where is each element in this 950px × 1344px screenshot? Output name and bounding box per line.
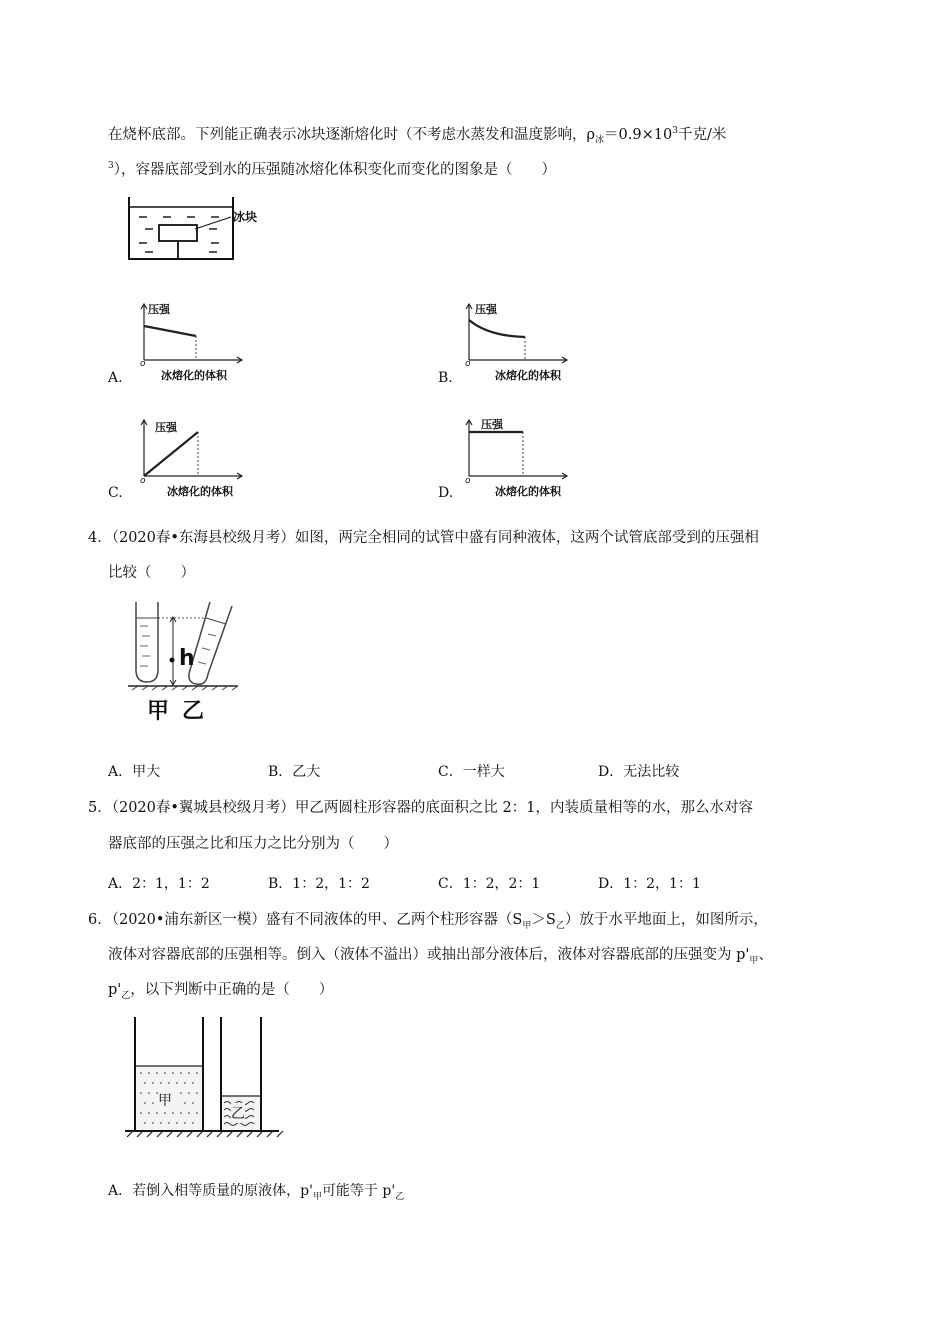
q3-line2-sup: 3 (108, 161, 114, 171)
q6-option-a[interactable] (108, 1180, 404, 1202)
q3-option-a-key[interactable]: A. (108, 370, 123, 386)
q6-line3-sub: 乙 (121, 990, 131, 1001)
ice-block-label: 冰块 (233, 210, 258, 224)
q6-option-a-sub2: 乙 (395, 1191, 405, 1202)
q3-graph-c-origin: o (140, 476, 146, 486)
q6-option-a-part-a: A．若倒入相等质量的原液体，p' (108, 1183, 313, 1199)
containers-figure (123, 1015, 283, 1140)
q3-line1-sub: 冰 (595, 135, 605, 146)
q6-line2-part-b: 、 (758, 947, 773, 963)
q4-text-line1: 4．（2020春•东海县校级月考）如图，两完全相同的试管中盛有同种液体，这两个试管底部受到的压强相 (88, 530, 759, 546)
q3-graph-d (463, 418, 573, 480)
q3-graph-b-origin: o (465, 359, 471, 369)
q3-text-line1 (108, 121, 726, 151)
q3-graph-a-xlabel: 冰熔化的体积 (161, 369, 227, 382)
q4-text-line2: 比较（ ） (108, 565, 195, 581)
q6-line3-part-b: ，以下判断中正确的是（ ） (130, 982, 334, 998)
q6-option-a-part-b: 可能等于 p' (321, 1183, 396, 1199)
test-tubes-figure (128, 600, 238, 690)
beaker-ice-figure (125, 195, 285, 265)
q3-graph-a-origin: o (140, 359, 146, 369)
q4-option-d[interactable]: D．无法比较 (598, 764, 680, 780)
q3-graph-a-ylabel: 压强 (148, 303, 170, 316)
q5-option-d[interactable]: D．1：2，1：1 (598, 876, 701, 892)
q3-option-b-key[interactable]: B. (438, 370, 453, 386)
q3-line1-sup: 3 (672, 126, 678, 136)
q5-option-a[interactable]: A．2：1，1：2 (108, 876, 210, 892)
q3-line2-text: ），容器底部受到水的压强随冰熔化体积变化而变化的图象是（ ） (113, 161, 556, 178)
q3-graph-d-ylabel: 压强 (481, 418, 503, 431)
test-tube-right-label: 乙 (182, 699, 205, 724)
q5-option-c[interactable]: C．1：2，2：1 (438, 876, 541, 892)
q3-graph-d-origin: o (465, 476, 471, 486)
q3-graph-b-xlabel: 冰熔化的体积 (495, 369, 561, 382)
q3-graph-d-xlabel: 冰熔化的体积 (495, 485, 561, 498)
q6-line1-part-a: 6．（2020•浦东新区一模）盛有不同液体的甲、乙两个柱形容器（S (88, 912, 523, 928)
test-tube-left-label: 甲 (147, 699, 170, 724)
q6-line2-sub: 甲 (749, 955, 759, 966)
q6-line1-part-c: ）放于水平地面上，如图所示， (564, 912, 768, 928)
q3-line1-part-a: 在烧杯底部。下列能正确表示冰块逐渐熔化时（不考虑水蒸发和温度影响，ρ (108, 126, 596, 143)
q3-graph-c-xlabel: 冰熔化的体积 (167, 485, 233, 498)
container-left-label: 甲 (158, 1090, 172, 1110)
q3-text-line2 (108, 156, 556, 180)
q3-line1-part-b: ＝0.9×10 (604, 126, 673, 143)
q3-option-d-key[interactable]: D. (438, 485, 454, 501)
q6-line1-sub1: 甲 (522, 920, 532, 931)
q6-line2-part-a: 液体对容器底部的压强相等。倒入（液体不溢出）或抽出部分液体后，液体对容器底部的压强变为 p' (108, 947, 750, 963)
q5-text-line1: 5．（2020春•翼城县校级月考）甲乙两圆柱形容器的底面积之比 2：1，内装质量相等的水，那么水对容 (88, 800, 753, 816)
q3-graph-c-ylabel: 压强 (155, 421, 177, 434)
container-right-label: 乙 (231, 1103, 245, 1123)
q6-text-line2 (108, 945, 773, 971)
q4-option-a[interactable]: A．甲大 (108, 764, 161, 780)
q4-option-c[interactable]: C．一样大 (438, 764, 505, 780)
q6-line1-part-b: ＞S (531, 912, 556, 928)
q4-option-b[interactable]: B．乙大 (268, 764, 321, 780)
q3-line1-part-c: 千克/米 (677, 126, 727, 143)
q6-text-line3 (108, 980, 333, 1006)
q6-line3-part-a: p' (108, 982, 122, 998)
q3-option-c-key[interactable]: C. (108, 485, 123, 501)
q5-text-line2: 器底部的压强之比和压力之比分别为（ ） (108, 836, 398, 852)
q5-option-b[interactable]: B．1：2，1：2 (268, 876, 370, 892)
q6-text-line1 (88, 910, 768, 936)
test-tube-h-label: h (179, 646, 195, 671)
q6-line1-sub2: 乙 (555, 920, 565, 931)
q3-graph-b-ylabel: 压强 (475, 303, 497, 316)
q6-option-a-sub1: 甲 (312, 1191, 322, 1202)
